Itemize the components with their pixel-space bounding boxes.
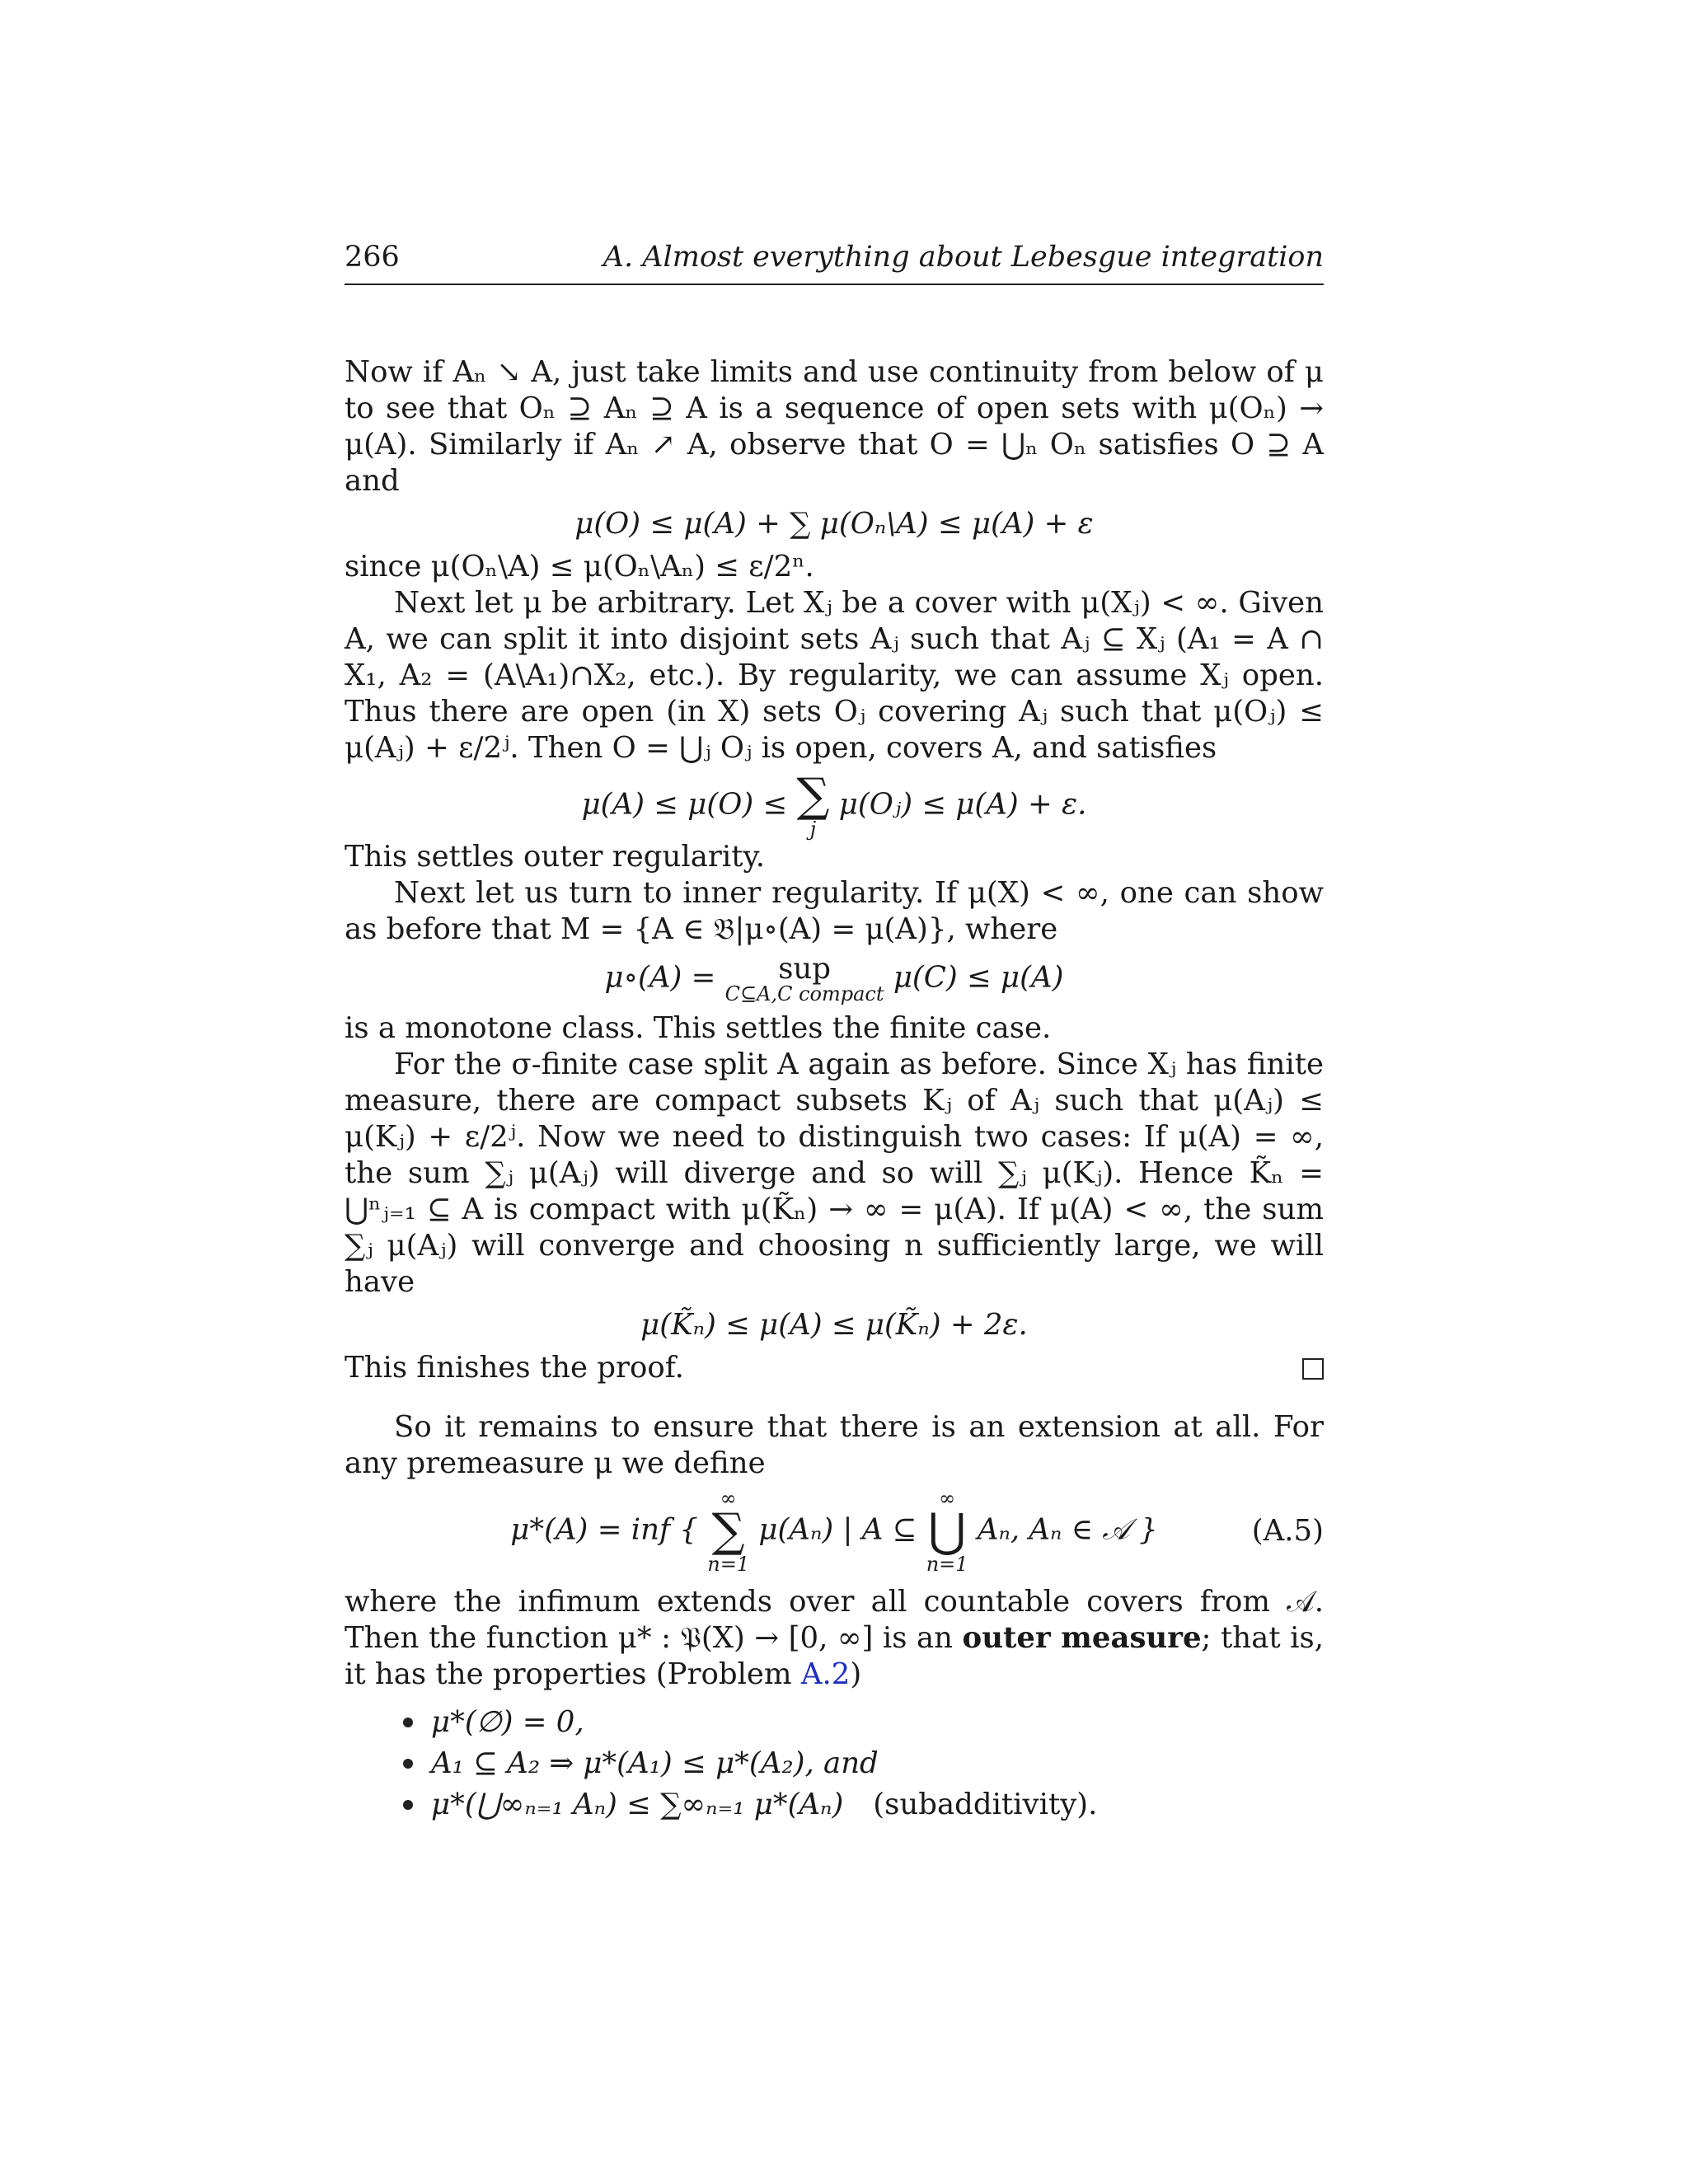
union-symbol: ⋃ — [928, 1503, 967, 1558]
paragraph-8 — [345, 1350, 1324, 1386]
paragraph-3: Next let μ be arbitrary. Let Xⱼ be a cover with μ(Xⱼ) < ∞. Given A, we can split it into disjoint sets Aⱼ such that Aⱼ ⊆ Xⱼ (A₁ = A ∩ X₁, A₂ = (A\A₁)∩X₂, etc.). By regularity, we can assume Xⱼ open. Thus there are open (in X) sets Oⱼ covering Aⱼ such that μ(Oⱼ) ≤ μ(Aⱼ) + ε/2ʲ. Then O = ⋃ⱼ Oⱼ is open, covers A, and satisfies — [345, 586, 1324, 765]
list-item — [431, 1746, 1324, 1782]
paragraph-4: This settles outer regularity. — [345, 840, 766, 874]
problem-link[interactable]: A.2 — [800, 1657, 851, 1691]
list-item — [431, 1787, 1324, 1823]
equation-4: μ(K̃ₙ) ≤ μ(A) ≤ μ(K̃ₙ) + 2ε. — [640, 1307, 1028, 1342]
list-item-text: A₁ ⊆ A₂ ⇒ μ*(A₁) ≤ μ*(A₂), and — [431, 1746, 879, 1780]
eq3-sup-operator — [725, 954, 884, 1004]
paragraph-10 — [345, 1584, 1324, 1693]
sum-lower-limit: j — [809, 818, 817, 841]
eq5-sum-operator — [707, 1488, 749, 1574]
sup-symbol: sup — [778, 952, 831, 986]
sup-subscript: C⊆A,C compact — [724, 982, 884, 1005]
union-lower-limit: n=1 — [926, 1552, 968, 1576]
eq5-left: μ*(A) = inf { — [510, 1512, 698, 1546]
paragraph-6: is a monotone class. This settles the finite case. — [345, 1010, 1052, 1045]
property-list — [345, 1704, 1324, 1823]
equation-number: (A.5) — [1251, 1513, 1324, 1548]
p10-text-c: ) — [850, 1657, 862, 1691]
equation-5 — [345, 1488, 1324, 1577]
paragraph-9: So it remains to ensure that there is an extension at all. For any premeasure μ we define — [345, 1409, 1324, 1480]
eq5-right: Aₙ, Aₙ ∈ 𝒜 } — [977, 1512, 1158, 1546]
union-upper-limit: ∞ — [939, 1486, 956, 1510]
eq3-left: μ∘(A) = — [604, 960, 716, 995]
page-number: 266 — [345, 241, 400, 274]
list-item-text: μ*(⋃∞ₙ₌₁ Aₙ) ≤ ∑∞ₙ₌₁ μ*(Aₙ) — [431, 1787, 844, 1821]
sum-upper-limit: ∞ — [720, 1486, 737, 1510]
eq2-right: μ(Oⱼ) ≤ μ(A) + ε. — [838, 787, 1087, 822]
eq2-sum-operator — [796, 769, 830, 841]
eq5-union-operator — [926, 1488, 968, 1574]
eq3-right: μ(C) ≤ μ(A) — [893, 960, 1064, 995]
sum-symbol: ∑ — [711, 1503, 745, 1558]
qed-square-icon — [1302, 1358, 1324, 1380]
p10-text-a: where the infimum extends over all countable covers from 𝒜. Then the function μ* : 𝔓(X) → [0, ∞] is an — [345, 1584, 1324, 1655]
equation-1: μ(O) ≤ μ(A) + ∑ μ(Oₙ\A) ≤ μ(A) + ε — [574, 507, 1094, 541]
sum-lower-limit: n=1 — [707, 1552, 750, 1576]
equation-2 — [345, 769, 1324, 841]
paragraph-7: For the σ-finite case split A again as before. Since Xⱼ has finite measure, there are compact subsets Kⱼ of Aⱼ such that μ(Aⱼ) ≤ μ(Kⱼ) + ε/2ʲ. Now we need to distinguish two cases: If μ(A) = ∞, the sum ∑ⱼ μ(Aⱼ) will diverge and so will ∑ⱼ μ(Kⱼ). Hence K̃ₙ = ⋃ⁿⱼ₌₁ ⊆ A is compact with μ(K̃ₙ) → ∞ = μ(A). If μ(A) < ∞, the sum ∑ⱼ μ(Aⱼ) will converge and choosing n sufficiently large, we will have — [345, 1047, 1324, 1299]
running-header — [345, 239, 1324, 285]
outer-measure-term: outer measure — [962, 1620, 1202, 1655]
proof-end-text: This finishes the proof. — [345, 1350, 684, 1385]
paragraph-2: since μ(Oₙ\A) ≤ μ(Oₙ\Aₙ) ≤ ε/2ⁿ. — [345, 550, 814, 583]
eq5-mid: μ(Aₙ) | A ⊆ — [758, 1512, 917, 1546]
list-item-text: μ*(∅) = 0, — [431, 1704, 584, 1739]
paragraph-5: Next let us turn to inner regularity. If μ(X) < ∞, one can show as before that M = {A ∈ 𝔅|μ∘(A) = μ(A)}, where — [345, 876, 1324, 946]
sum-symbol: ∑ — [796, 769, 830, 823]
equation-3 — [345, 954, 1324, 1004]
page — [345, 239, 1324, 1828]
list-item — [431, 1704, 1324, 1741]
p10-text-b: ; that is, it has the properties (Problem — [345, 1620, 1324, 1691]
list-item-note: (subadditivity). — [873, 1787, 1098, 1821]
paragraph-1: Now if Aₙ ↘ A, just take limits and use continuity from below of μ to see that Oₙ ⊇ Aₙ ⊇ A is a sequence of open sets with μ(Oₙ) → μ(A). Similarly if Aₙ ↗ A, observe that O = ⋃ₙ Oₙ satisfies O ⊇ A and — [345, 355, 1324, 498]
eq2-left: μ(A) ≤ μ(O) ≤ — [581, 787, 788, 822]
running-title: A. Almost everything about Lebesgue integration — [603, 241, 1324, 274]
